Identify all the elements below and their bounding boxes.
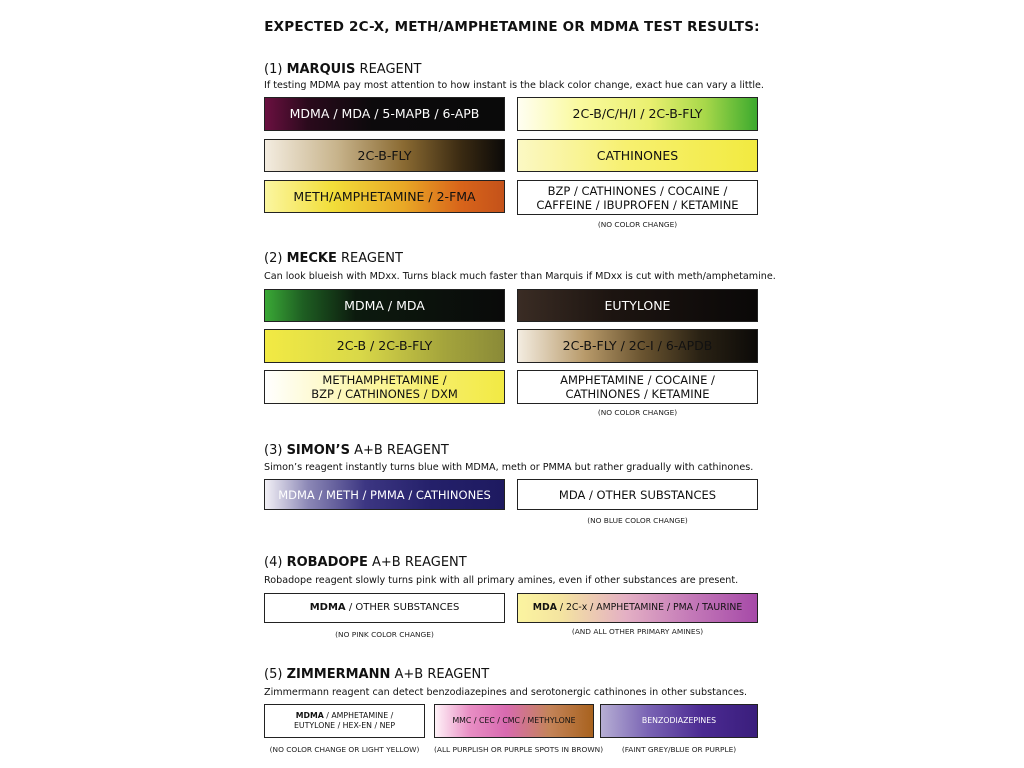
note-zimmermann-faint: (FAINT GREY/BLUE OR PURPLE) (621, 745, 737, 754)
note-zimmermann-purple-spots: (ALL PURPLISH OR PURPLE SPOTS IN BROWN) (434, 745, 604, 754)
section-robadope-heading (264, 555, 467, 570)
result-mecke-no-change: AMPHETAMINE / COCAINE / CATHINONES / KETAMINE (517, 370, 758, 404)
note-mecke-no-change: (NO COLOR CHANGE) (597, 408, 678, 417)
section-number: (3) (264, 443, 283, 458)
reagent-name: ZIMMERMANN (286, 667, 391, 682)
section-simons-description: Simon’s reagent instantly turns blue with MDMA, meth or PMMA but rather gradually with cathinones. (264, 462, 754, 473)
reagent-name: ROBADOPE (286, 555, 368, 570)
section-zimmermann-heading (264, 667, 489, 682)
section-mecke-heading (264, 251, 403, 266)
note-simons-no-change: (NO BLUE COLOR CHANGE) (587, 516, 688, 525)
reagent-name: MARQUIS (286, 62, 356, 77)
section-number: (4) (264, 555, 283, 570)
note-marquis-no-change: (NO COLOR CHANGE) (597, 220, 678, 229)
result-zimmermann-benzodiazepines: BENZODIAZEPINES (600, 704, 758, 738)
result-marquis-cathinones: CATHINONES (517, 139, 758, 172)
note-zimmermann-no-change: (NO COLOR CHANGE OR LIGHT YELLOW) (269, 745, 420, 754)
note-robadope-primary-amines: (AND ALL OTHER PRIMARY AMINES) (571, 627, 704, 636)
result-marquis-meth: METH/AMPHETAMINE / 2-FMA (264, 180, 505, 213)
result-mecke-mdma: MDMA / MDA (264, 289, 505, 322)
result-robadope-pink: MDA / 2C-x / AMPHETAMINE / PMA / TAURINE (517, 593, 758, 623)
section-marquis-description: If testing MDMA pay most attention to how instant is the black color change, exact hue can vary a little. (264, 80, 764, 91)
result-mecke-2cb: 2C-B / 2C-B-FLY (264, 329, 505, 363)
result-marquis-no-change: BZP / CATHINONES / COCAINE / CAFFEINE / IBUPROFEN / KETAMINE (517, 180, 758, 215)
section-marquis-heading (264, 62, 421, 77)
section-zimmermann-description: Zimmermann reagent can detect benzodiazepines and serotonergic cathinones in other substances. (264, 687, 748, 698)
reagent-suffix: REAGENT (359, 62, 422, 77)
reagent-suffix: A+B REAGENT (394, 667, 490, 682)
result-marquis-2cb: 2C-B/C/H/I / 2C-B-FLY (517, 97, 758, 131)
result-mecke-2cbfly: 2C-B-FLY / 2C-I / 6-APDB (517, 329, 758, 363)
section-mecke-description: Can look blueish with MDxx. Turns black much faster than Marquis if MDxx is cut with meth/amphetamine. (264, 271, 776, 282)
reagent-name: MECKE (286, 251, 337, 266)
result-zimmermann-cathinones: MMC / CEC / CMC / METHYLONE (434, 704, 594, 738)
result-mecke-eutylone: EUTYLONE (517, 289, 758, 322)
reagent-suffix: A+B REAGENT (372, 555, 467, 570)
result-robadope-no-change: MDMA / OTHER SUBSTANCES (264, 593, 505, 623)
section-number: (5) (264, 667, 283, 682)
section-simons-heading (264, 443, 449, 458)
section-number: (1) (264, 62, 283, 77)
result-simons-blue: MDMA / METH / PMMA / CATHINONES (264, 479, 505, 510)
result-zimmermann-no-change: MDMA / AMPHETAMINE / EUTYLONE / HEX-EN / NEP (264, 704, 425, 738)
result-mecke-meth: METHAMPHETAMINE / BZP / CATHINONES / DXM (264, 370, 505, 404)
reagent-suffix: REAGENT (341, 251, 403, 266)
note-robadope-no-change: (NO PINK COLOR CHANGE) (335, 630, 434, 639)
section-number: (2) (264, 251, 283, 266)
result-simons-no-change: MDA / OTHER SUBSTANCES (517, 479, 758, 510)
result-marquis-mdma: MDMA / MDA / 5-MAPB / 6-APB (264, 97, 505, 131)
section-robadope-description: Robadope reagent slowly turns pink with all primary amines, even if other substances are present. (264, 575, 739, 586)
page-title: EXPECTED 2C-X, METH/AMPHETAMINE OR MDMA TEST RESULTS: (264, 19, 760, 35)
reagent-name: SIMON’S (286, 443, 350, 458)
result-marquis-2cbfly: 2C-B-FLY (264, 139, 505, 172)
reagent-suffix: A+B REAGENT (354, 443, 449, 458)
